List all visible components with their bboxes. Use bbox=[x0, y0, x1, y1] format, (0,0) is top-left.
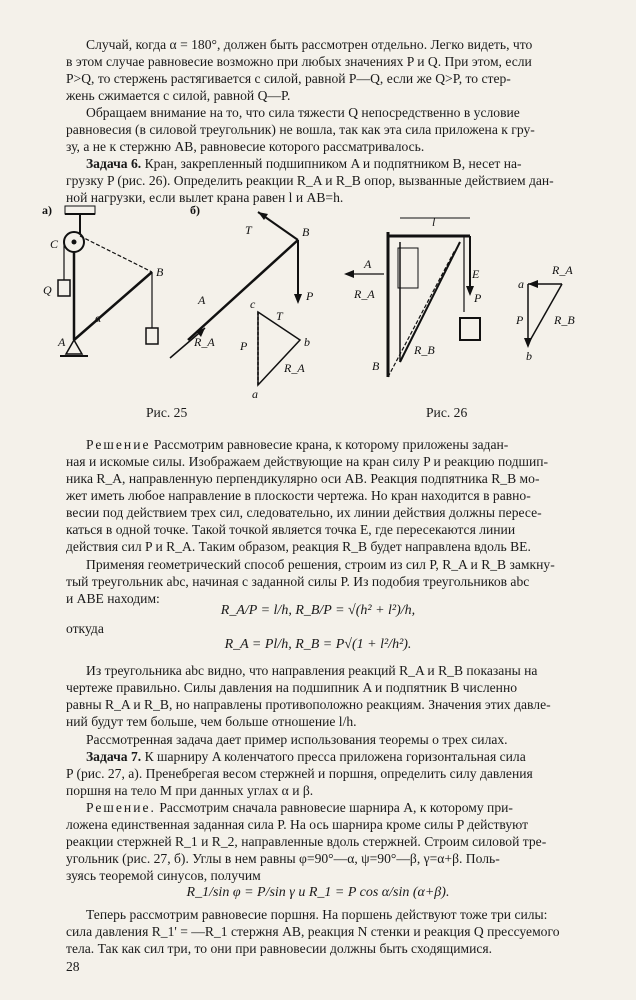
text-line: ложена единственная заданная сила P. На ось шарнира кроме силы P действуют bbox=[66, 817, 529, 832]
rod-ab-free bbox=[188, 240, 298, 340]
solution-label: Решение. bbox=[86, 800, 156, 815]
text-line: весии под действием трех сил, следовательно, их линии действия должны пересе- bbox=[66, 505, 542, 520]
fig26-label-RB: R_B bbox=[414, 343, 435, 357]
text-line: зу, а не к стержню AB, равновесие которого рассматривалось. bbox=[66, 139, 425, 154]
paragraph-piston bbox=[66, 906, 580, 957]
fig25b-label-A: A bbox=[198, 293, 206, 307]
fig25b-label-P2: P bbox=[240, 339, 248, 353]
fig26-label-RA: R_A bbox=[354, 287, 375, 301]
paragraph-directions bbox=[66, 662, 580, 730]
text-line: К шарниру A коленчатого пресса приложена горизонтальная сила bbox=[144, 749, 526, 764]
text-line: Теперь рассмотрим равновесие поршня. На поршень действуют тоже три силы: bbox=[86, 907, 548, 922]
task-7-statement bbox=[66, 748, 580, 799]
figure-26-caption: Рис. 26 bbox=[426, 405, 468, 420]
fig26-label-l: l bbox=[432, 215, 436, 229]
fig26-label-RA2: R_A bbox=[552, 263, 573, 277]
fig26-label-P2: P bbox=[516, 313, 524, 327]
task-6-label: Задача 6. bbox=[86, 156, 142, 171]
fig25b-label-RA: R_A bbox=[194, 335, 215, 349]
text-line: ний будут тем больше, чем больше отношение l/h. bbox=[66, 714, 357, 729]
text-line: Рассмотрим равновесие крана, к которому приложены задан- bbox=[153, 437, 509, 452]
paragraph-geometric-method bbox=[66, 556, 580, 607]
solution-label: Решение bbox=[86, 437, 151, 452]
text-line: тела. Так как сил три, то они при равновесии должны быть сходящимися. bbox=[66, 941, 493, 956]
fig25b-label-c: c bbox=[250, 297, 256, 311]
fig26-label-E: E bbox=[472, 267, 480, 281]
text-line: Случай, когда α = 180°, должен быть рассмотрен отдельно. Легко видеть, что bbox=[86, 37, 533, 52]
text-line: и ABE находим: bbox=[66, 591, 160, 606]
text-line: ная и искомые силы. Изображаем действующие на кран силу P и реакцию подшип- bbox=[66, 454, 549, 469]
task-7-label: Задача 7. bbox=[86, 749, 142, 764]
text-line: чертеже правильно. Силы давления на подшипник A и подпятник B численно bbox=[66, 680, 518, 695]
text-line: реакции стержней R_1 и R_2, направленные вдоль стержней. Строим силовой тре- bbox=[66, 834, 547, 849]
text-line: Рассмотрим сначала равновесие шарнира A, к которому при- bbox=[159, 800, 513, 815]
text-line: Применяя геометрический способ решения, строим из сил P, R_A и R_B замкну- bbox=[86, 557, 555, 572]
page-number: 28 bbox=[66, 959, 80, 974]
figure-25-caption: Рис. 25 bbox=[146, 405, 188, 420]
text-line: жень сжимается с силой, равной Q—P. bbox=[66, 88, 291, 103]
fig26-label-a: a bbox=[518, 277, 524, 291]
fig26-label-b: b bbox=[526, 349, 532, 363]
solution-6 bbox=[66, 436, 580, 555]
text-line: действия сил P и R_A. Таким образом, реакция R_B будет направлена вдоль BE. bbox=[66, 539, 531, 554]
text-line: Из треугольника abc видно, что направления реакций R_A и R_B показаны на bbox=[86, 663, 538, 678]
formula-ratios: R_A/P = l/h, R_B/P = √(h² + l²)/h, bbox=[220, 603, 416, 618]
task-6-statement bbox=[66, 155, 580, 206]
text-line: зуясь теоремой синусов, получим bbox=[66, 868, 261, 883]
solution-7 bbox=[66, 799, 580, 884]
fig25b-label-P: P bbox=[306, 289, 314, 303]
text-line: каться в одной точке. Такой точкой является точка E, где пересекаются линии bbox=[66, 522, 516, 537]
paragraph-alpha-180 bbox=[66, 36, 580, 104]
text-line: P (рис. 27, а). Пренебрегая весом стержней и поршня, определить силу давления bbox=[66, 766, 533, 781]
text-line: угольник (рис. 27, б). Углы в нем равны φ=90°—α, ψ=90°—β, γ=α+β. Поль- bbox=[66, 851, 500, 866]
text-line: тый треугольник abc, начиная с заданной силы P. Из подобия треугольников abc bbox=[66, 574, 530, 589]
paragraph-gravity-note bbox=[66, 104, 580, 155]
fig25-label-B: B bbox=[156, 265, 164, 279]
text-line: жет иметь любое направление в плоскости чертежа. Но кран находится в равно- bbox=[66, 488, 531, 503]
text-line: равны R_A и R_B, но направлены противоположно реакциям. Значения этих давле- bbox=[66, 697, 551, 712]
text-line: равновесия (в силовой треугольник) не вошла, так как эта сила приложена к гру- bbox=[66, 122, 535, 137]
figure-25 bbox=[40, 200, 340, 400]
fig25b-label-RA2: R_A bbox=[284, 361, 305, 375]
paragraph-three-forces bbox=[66, 731, 580, 748]
text-line: ной нагрузки, если вылет крана равен l и AB=h. bbox=[66, 190, 344, 205]
fig25-label-b: б) bbox=[190, 203, 200, 217]
load-p bbox=[146, 328, 158, 344]
text-line: ника R_A, направленную перпендикулярно оси AB. Реакция подпятника R_B мо- bbox=[66, 471, 540, 486]
fig25b-label-T2: T bbox=[276, 309, 283, 323]
fig25b-label-b2: b bbox=[304, 335, 310, 349]
fig26-label-RB2: R_B bbox=[554, 313, 575, 327]
word-otkuda bbox=[66, 620, 580, 637]
text-line: Рассмотренная задача дает пример использования теоремы о трех силах. bbox=[86, 732, 508, 747]
formula-reactions: R_A = Pl/h, R_B = P√(1 + l²/h²). bbox=[224, 637, 412, 652]
ceiling-hatch bbox=[65, 206, 95, 214]
fig25-label-a: а) bbox=[42, 203, 52, 217]
text-line: поршня на тело M при данных углах α и β. bbox=[66, 783, 314, 798]
fig25-label-C: C bbox=[50, 237, 59, 251]
rod-ab bbox=[74, 272, 152, 340]
text-line: в этом случае равновесие возможно при любых значениях P и Q. При этом, если bbox=[66, 54, 532, 69]
text-line: грузку P (рис. 26). Определить реакции R_A и R_B опор, вызванные действием дан- bbox=[66, 173, 554, 188]
text-line: Кран, закрепленный подшипником A и подпятником B, несет на- bbox=[144, 156, 522, 171]
fig26-label-A: A bbox=[364, 257, 372, 271]
fig26-label-B: B bbox=[372, 359, 380, 373]
fig25b-label-a: a bbox=[252, 387, 258, 400]
fig25-label-alpha: α bbox=[95, 311, 102, 325]
text-line: откуда bbox=[66, 621, 104, 636]
fig25-label-Q: Q bbox=[43, 283, 52, 297]
fig26-label-P: P bbox=[474, 291, 482, 305]
fig25b-label-T: T bbox=[245, 223, 252, 237]
figure-26 bbox=[340, 212, 580, 392]
formula-sines: R_1/sin φ = P/sin γ и R_1 = P cos α/sin (α+β). bbox=[186, 885, 450, 900]
fig25b-label-B: B bbox=[302, 225, 310, 239]
hanging-load bbox=[460, 318, 480, 340]
load-q bbox=[58, 280, 70, 296]
fig25-label-A: A bbox=[58, 335, 66, 349]
text-line: Обращаем внимание на то, что сила тяжести Q непосредственно в условие bbox=[86, 105, 520, 120]
text-line: P>Q, то стержень растягивается с силой, равной P—Q, если же Q>P, то стер- bbox=[66, 71, 511, 86]
text-line: сила давления R_1' = —R_1 стержня AB, реакция N стенки и реакция Q прессуемого bbox=[66, 924, 560, 939]
